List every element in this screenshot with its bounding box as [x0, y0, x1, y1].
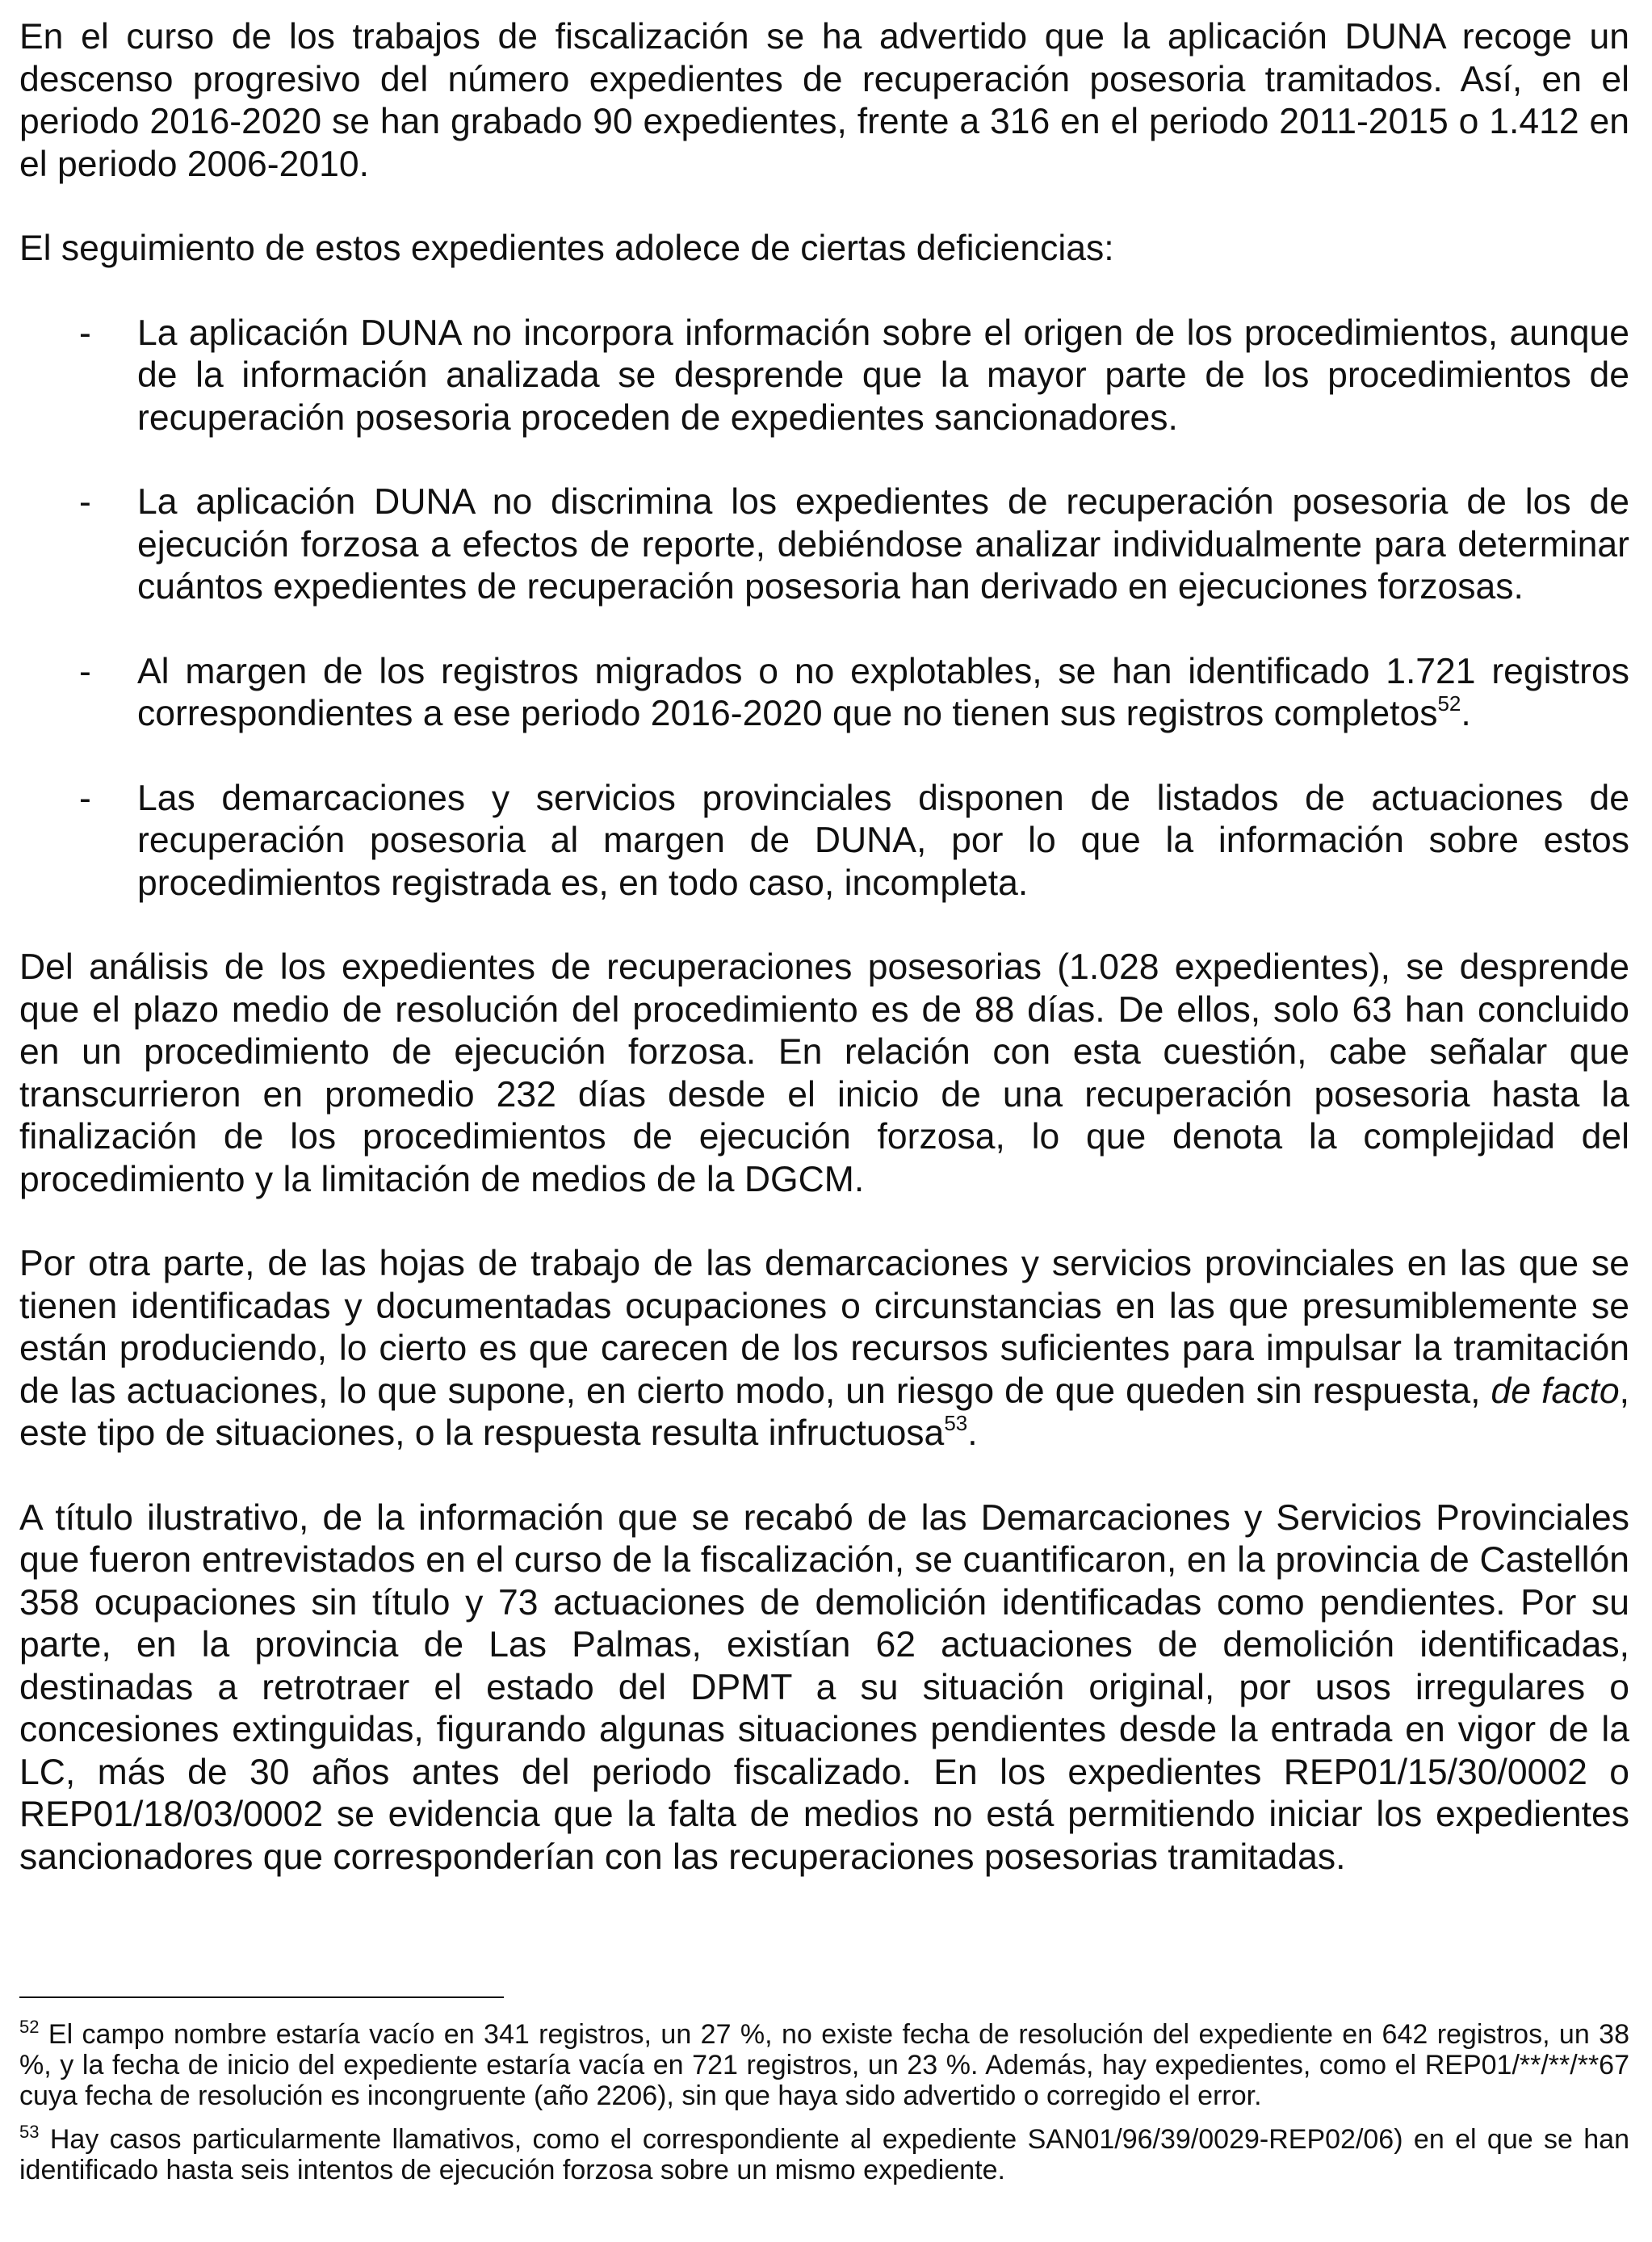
bullet-text-registros — [137, 651, 1629, 736]
footnote-ref-53[interactable]: 53 — [944, 1411, 968, 1436]
footnote-53-text: Hay casos particularmente llamativos, como el correspondiente al expediente SAN01/96/39/0029-REP02/06) en el que se han identificado hasta seis intentos de ejecución forzosa sobre un mismo expediente. — [19, 2124, 1629, 2185]
bullet-dash: - — [79, 778, 91, 818]
paragraph-titulo-ilustrativo: A título ilustrativo, de la información que se recabó de las Demarcaciones y Servicios Provinciales que fueron entrevistados en el curso de la fiscalización, se cuantificaron, en la provincia de Castellón 358 ocupaciones sin título y 73 actuaciones de demolición identificadas como pendientes. Por su parte, en la provincia de Las Palmas, existían 62 actuaciones de demolición identificadas, destinadas a retrotraer el estado del DPMT a su situación original, por usos irregulares o concesiones extinguidas, figurando algunas situaciones pendientes desde la entrada en vigor de la LC, más de 30 años antes del periodo fiscalizado. En los expedientes REP01/15/30/0002 o REP01/18/03/0002 se evidencia que la falta de medios no está permitiendo iniciar los expedientes sancionadores que corresponderían con las recuperaciones posesorias tramitadas. — [19, 1497, 1629, 1877]
footnote-number-52: 52 — [19, 2016, 40, 2037]
list-item — [19, 313, 1629, 440]
paragraph-analisis-expedientes: Del análisis de los expedientes de recuperaciones posesorias (1.028 expedientes), se desprende que el plazo medio de resolución del procedimiento es de 88 días. De ellos, solo 63 han concluido en un procedimiento de ejecución forzosa. En relación con esta cuestión, cabe señalar que transcurrieron en promedio 232 días desde el inicio de una recuperación posesoria hasta la finalización de los procedimientos de ejecución forzosa, lo que denota la complejidad del procedimiento y la limitación de medios de la DGCM. — [19, 947, 1629, 1199]
paragraph-hojas-trabajo-text: Por otra parte, de las hojas de trabajo de las demarcaciones y servicios provinciales en las que se tienen identificadas y documentadas ocupaciones o circunstancias en las que presumiblemente se están produciendo, lo cierto es que carecen de los recursos suficientes para impulsar la tramitación de las actuaciones, lo que supone, en cierto modo, un riesgo de que queden sin respuesta, — [19, 1244, 1629, 1411]
paragraph-hojas-trabajo-text-2: , este tipo de situaciones, o la respuesta resulta infructuosa — [19, 1371, 1629, 1453]
paragraph-hojas-trabajo — [19, 1243, 1629, 1455]
footnote-number-53: 53 — [19, 2121, 40, 2142]
bullet-text-origen: La aplicación DUNA no incorpora información sobre el origen de los procedimientos, aunque de la información analizada se desprende que la mayor parte de los procedimientos de recuperación posesoria proceden de expedientes sancionadores. — [137, 313, 1629, 438]
bullet-dash: - — [79, 313, 91, 353]
paragraph-duna-descenso: En el curso de los trabajos de fiscalización se ha advertido que la aplicación DUNA recoge un descenso progresivo del número expedientes de recuperación posesoria tramitados. Así, en el periodo 2016-2020 se han grabado 90 expedientes, frente a 316 en el periodo 2011-2015 o 1.412 en el periodo 2006-2010. — [19, 17, 1629, 184]
bullet-text-listados: Las demarcaciones y servicios provinciales disponen de listados de actuaciones de recuperación posesoria al margen de DUNA, por lo que la información sobre estos procedimientos registrada es, en todo caso, incompleta. — [137, 778, 1629, 903]
bullet-text-discrimina: La aplicación DUNA no discrimina los expedientes de recuperación posesoria de los de ejecución forzosa a efectos de reporte, debiéndose analizar individualmente para determinar cuántos expedientes de recuperación posesoria han derivado en ejecuciones forzosas. — [137, 482, 1629, 607]
footnote-separator — [19, 1996, 504, 1998]
paragraph-seguimiento-intro: El seguimiento de estos expedientes adolece de ciertas deficiencias: — [19, 229, 1114, 268]
bullet-text-registros-end: . — [1461, 694, 1471, 733]
deficiencias-list — [19, 313, 1629, 905]
footnote-52-text: El campo nombre estaría vacío en 341 registros, un 27 %, no existe fecha de resolución del expediente en 642 registros, un 38 %, y la fecha de inicio del expediente estaría vacía en 721 registros, un 23 %. Además, hay expedientes, como el REP01/**/**/**67 cuya fecha de resolución es incongruente (año 2206), sin que haya sido advertido o corregido el error. — [19, 2019, 1629, 2111]
italic-de-facto: de facto — [1491, 1371, 1620, 1411]
bullet-text-registros-body: Al margen de los registros migrados o no explotables, se han identificado 1.721 registros correspondientes a ese periodo 2016-2020 que no tienen sus registros completos — [137, 651, 1629, 733]
list-item — [19, 651, 1629, 736]
footnote-53 — [19, 2121, 1629, 2185]
footnotes-section — [19, 1996, 1629, 2198]
document-body — [19, 16, 1629, 1879]
list-item — [19, 481, 1629, 609]
bullet-dash: - — [79, 482, 91, 522]
list-item — [19, 778, 1629, 905]
bullet-dash: - — [79, 651, 91, 691]
paragraph-hojas-trabajo-end: . — [967, 1413, 978, 1453]
footnote-ref-52[interactable]: 52 — [1437, 691, 1461, 716]
footnote-52 — [19, 2016, 1629, 2111]
